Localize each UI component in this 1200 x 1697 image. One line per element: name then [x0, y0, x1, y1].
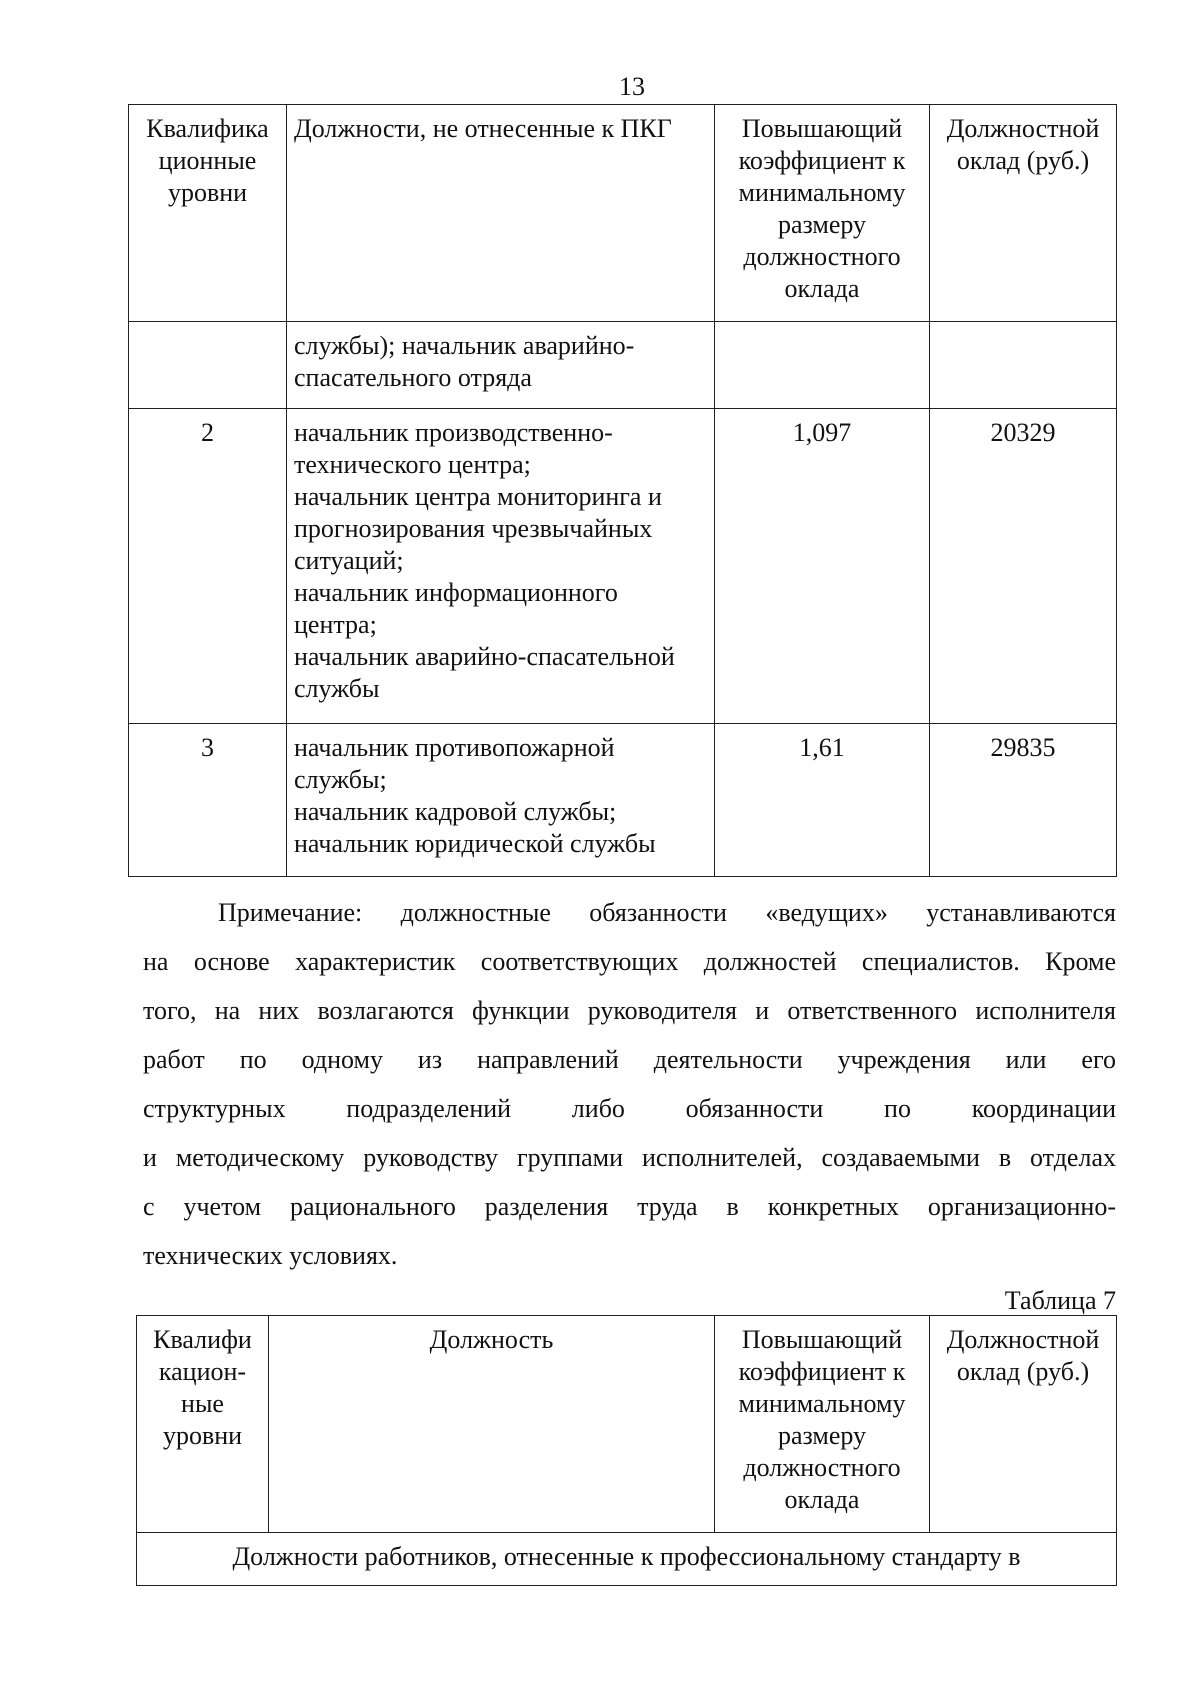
coefficient-cell: 1,097: [715, 409, 930, 724]
level-cell: 2: [129, 409, 287, 724]
header-position: Должность: [269, 1316, 715, 1533]
header-levels: Квалифи кацион- ные уровни: [137, 1316, 269, 1533]
note-line: того, на них возлагаются функции руководителя и ответственного исполнителя: [143, 996, 1116, 1025]
positions-cell: службы); начальник аварийно- спасательного отряда: [287, 322, 715, 409]
table-row: [129, 322, 1117, 409]
note-line: на основе характеристик соответствующих должностей специалистов. Кроме: [143, 947, 1116, 976]
note-line: Примечание: должностные обязанности «ведущих» устанавливаются: [218, 898, 1116, 927]
page-number: 13: [619, 72, 645, 101]
note-line: работ по одному из направлений деятельности учреждения или его: [143, 1045, 1116, 1074]
header-coefficient: Повышающий коэффициент к минимальному размеру должностного оклада: [715, 1316, 930, 1533]
table-row: [129, 724, 1117, 877]
note-line: с учетом рационального разделения труда в конкретных организационно-: [143, 1192, 1116, 1221]
table-header-row: [129, 105, 1117, 322]
note-paragraph: [143, 888, 1116, 1280]
header-salary: Должностной оклад (руб.): [930, 105, 1117, 322]
header-coefficient: Повышающий коэффициент к минимальному размеру должностного оклада: [715, 105, 930, 322]
level-cell: 3: [129, 724, 287, 877]
note-line: структурных подразделений либо обязанности по координации: [143, 1094, 1116, 1123]
table-7: [136, 1315, 1117, 1586]
qualification-table: [128, 104, 1117, 877]
salary-cell: 29835: [930, 724, 1117, 877]
positions-cell: начальник производственно- технического центра; начальник центра мониторинга и прогнозирования чрезвычайных ситуаций; начальник информационного центра; начальник аварийно-спасательной службы: [287, 409, 715, 724]
coefficient-cell: [715, 322, 930, 409]
coefficient-cell: 1,61: [715, 724, 930, 877]
table-row: [129, 409, 1117, 724]
section-heading-cell: Должности работников, отнесенные к профессиональному стандарту в: [137, 1533, 1117, 1586]
salary-cell: 20329: [930, 409, 1117, 724]
positions-cell: начальник противопожарной службы; начальник кадровой службы; начальник юридической службы: [287, 724, 715, 877]
header-salary: Должностной оклад (руб.): [930, 1316, 1117, 1533]
salary-cell: [930, 322, 1117, 409]
level-cell: [129, 322, 287, 409]
table-header-row: [137, 1316, 1117, 1533]
note-line: и методическому руководству группами исполнителей, создаваемыми в отделах: [143, 1143, 1116, 1172]
table-row: [137, 1533, 1117, 1586]
header-positions: Должности, не отнесенные к ПКГ: [287, 105, 715, 322]
table-caption: Таблица 7: [1004, 1286, 1116, 1315]
note-line: технических условиях.: [143, 1241, 398, 1270]
header-levels: Квалифика ционные уровни: [129, 105, 287, 322]
